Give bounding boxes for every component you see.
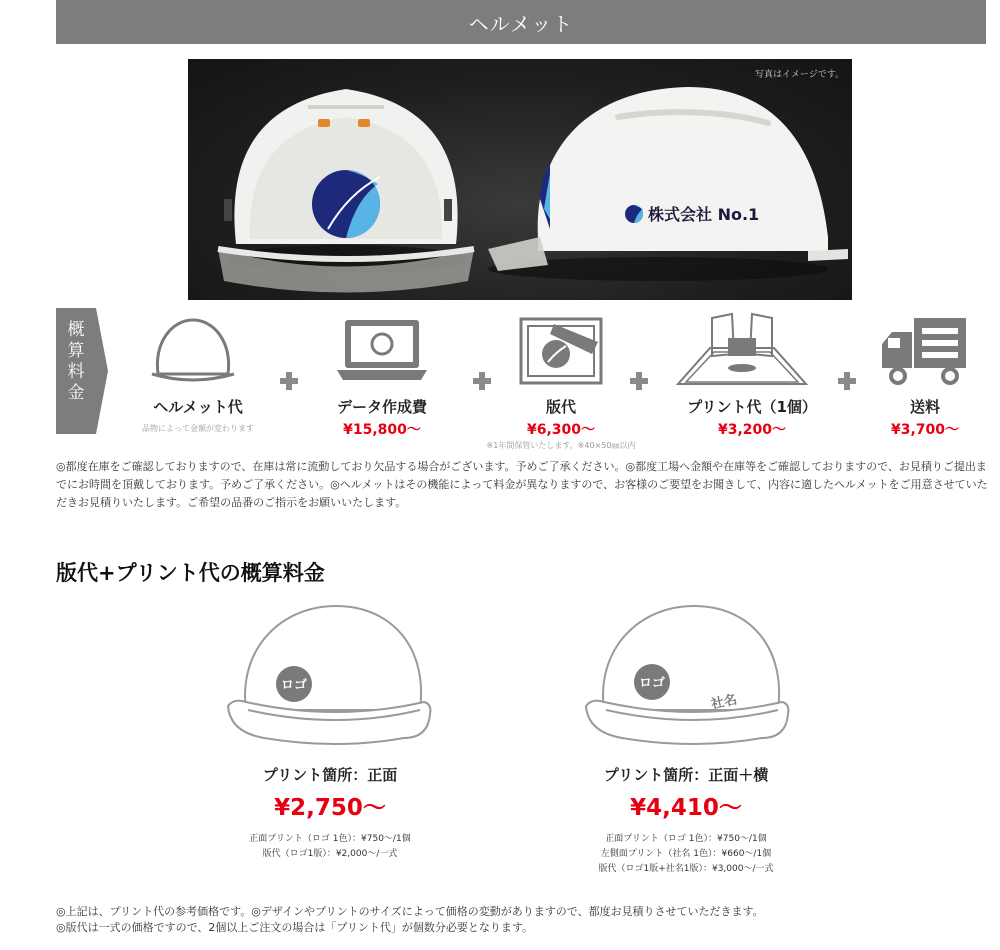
step-price: ¥6,300〜 bbox=[526, 422, 596, 438]
sample-detail-line: 版代（ロゴ1版+社名1版）：¥3,000〜/一式 bbox=[598, 864, 774, 874]
section-heading: 版代+プリント代の概算料金 bbox=[56, 561, 325, 585]
step-price: ¥15,800〜 bbox=[343, 422, 421, 438]
sample-place: プリント箇所：正面 bbox=[262, 766, 398, 784]
estimate-label-tag bbox=[56, 308, 108, 434]
laptop-icon bbox=[337, 318, 427, 384]
step-print bbox=[662, 396, 842, 439]
printing-press-icon bbox=[676, 310, 808, 388]
logo-tag: ロゴ bbox=[280, 678, 308, 693]
sample-place: プリント箇所：正面＋横 bbox=[603, 766, 769, 784]
step-name: データ作成費 bbox=[336, 398, 427, 416]
step-plate bbox=[481, 396, 641, 451]
logo-tag: ロゴ bbox=[638, 676, 666, 691]
sample-price: ¥2,750〜 bbox=[274, 795, 386, 821]
plus-icon bbox=[838, 372, 856, 390]
notice-paragraph: ◎都度在庫をご確認しておりますので、在庫は常に流動しており欠品する場合がございます。予めご了承ください。◎都度工場へ金額や在庫等をご確認しておりますので、お見積りご提出までにお時間を頂戴しております。予めご了承ください。◎ヘルメットはその機能によって料金が異なりますので、お客様のご要望をお聞きして、内容に適したヘルメットをご用意させていただきお見積りいたします。ご希望の品番のご指示をお願いいたします。 bbox=[56, 460, 988, 509]
sample-detail-line: 正面プリント（ロゴ 1色）：¥750〜/1個 bbox=[249, 834, 411, 844]
step-shipping bbox=[870, 396, 980, 439]
sample-detail-line: 版代（ロゴ1版）：¥2,000〜/一式 bbox=[262, 849, 398, 859]
photo-caption: 写真はイメージです。 bbox=[754, 70, 844, 80]
step-name: ヘルメット代 bbox=[153, 398, 243, 416]
notice-line: ◎上記は、プリント代の参考価格です。◎デザインやプリントのサイズによって価格の変動がありますので、都度お見積りさせていただきます。 bbox=[56, 905, 764, 918]
helmet-photo bbox=[188, 59, 852, 300]
sample-price: ¥4,410〜 bbox=[630, 795, 742, 821]
step-name: 送料 bbox=[909, 398, 940, 416]
plus-icon bbox=[473, 372, 491, 390]
sample-front-side bbox=[556, 764, 816, 877]
step-note: 品物によって金額が変わります bbox=[142, 424, 254, 433]
step-price: ¥3,700〜 bbox=[890, 422, 960, 438]
step-price: ¥3,200〜 bbox=[717, 422, 787, 438]
company-name-tag: 社名 bbox=[709, 692, 739, 713]
helmet-outline-icon bbox=[150, 316, 236, 384]
print-plate-icon bbox=[518, 316, 604, 386]
helmet-photo-illustration bbox=[188, 59, 852, 300]
sample-details bbox=[556, 832, 816, 877]
sample-detail-line: 左側面プリント（社名 1色）：¥660〜/1個 bbox=[600, 849, 772, 859]
sample-details bbox=[200, 832, 460, 862]
photo-logo-text: 株式会社 No.1 bbox=[648, 205, 760, 224]
step-data-creation bbox=[302, 396, 462, 439]
plus-icon bbox=[630, 372, 648, 390]
delivery-truck-icon bbox=[880, 314, 970, 386]
step-name: 版代 bbox=[545, 398, 576, 416]
notice-footer bbox=[56, 904, 991, 936]
helmet-side-sample-illustration bbox=[582, 598, 792, 748]
step-note: ※1年間保管いたします。※40×50㎜以内 bbox=[486, 441, 636, 450]
sample-front bbox=[200, 764, 460, 862]
step-helmet bbox=[118, 396, 278, 434]
helmet-front-sample-illustration bbox=[224, 598, 434, 748]
notice-line: ◎版代は一式の価格ですので、2個以上ご注文の場合は「プリント代」が個数分必要となります。 bbox=[56, 921, 534, 934]
step-name: プリント代（1個） bbox=[687, 398, 817, 416]
estimate-label bbox=[56, 320, 96, 404]
banner-title: ヘルメット bbox=[468, 11, 574, 36]
section-banner bbox=[56, 0, 986, 44]
estimate-label-text: 概算料金 bbox=[67, 320, 85, 403]
sample-detail-line: 正面プリント（ロゴ 1色）：¥750〜/1個 bbox=[605, 834, 767, 844]
plus-icon bbox=[280, 372, 298, 390]
